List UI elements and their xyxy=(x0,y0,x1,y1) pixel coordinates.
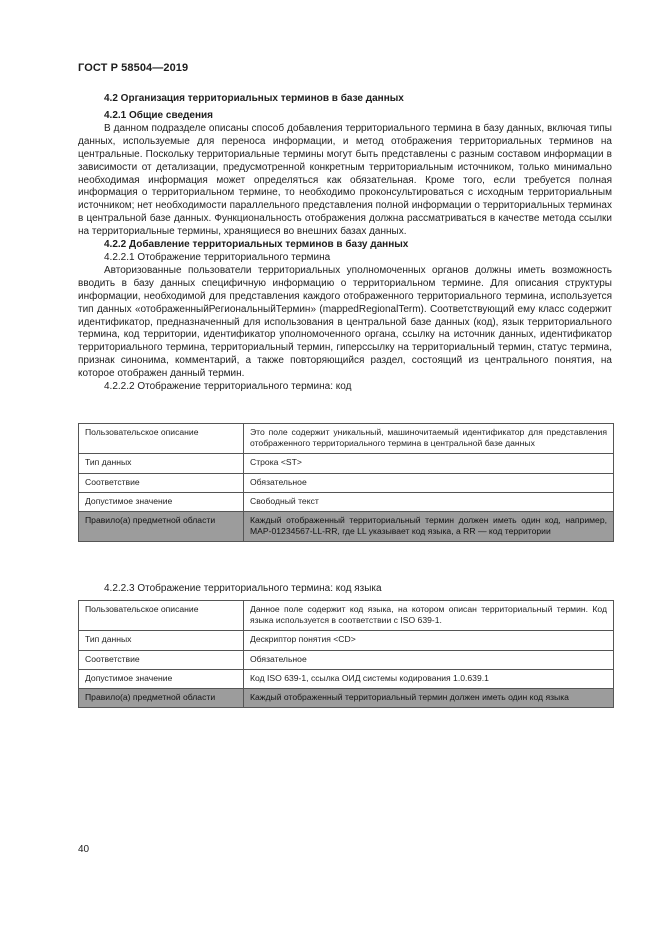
table-row xyxy=(79,601,614,631)
table-key: Пользовательское описание xyxy=(79,601,244,631)
section-4-2-2-3-title: 4.2.2.3 Отображение территориального термина: код языка xyxy=(104,583,382,594)
table-value: Данное поле содержит код языка, на котором описан территориальный термин. Код языка используется в соответствии с ISO 639-1. xyxy=(244,601,614,631)
section-4-2-title: 4.2 Организация территориальных терминов в базе данных xyxy=(104,93,404,104)
section-4-2-1-title: 4.2.1 Общие сведения xyxy=(104,110,213,121)
table-key: Правило(а) предметной области xyxy=(79,512,244,542)
table-code xyxy=(78,423,614,542)
table-value: Дескриптор понятия <CD> xyxy=(244,631,614,650)
table-value: Обязательное xyxy=(244,473,614,492)
table-row xyxy=(79,454,614,473)
section-4-2-1 xyxy=(78,110,612,394)
table-row xyxy=(79,473,614,492)
standard-header: ГОСТ Р 58504—2019 xyxy=(78,62,189,74)
section-4-2-2-1-title: 4.2.2.1 Отображение территориального термина xyxy=(104,251,331,263)
table-key: Тип данных xyxy=(79,454,244,473)
table-value: Это поле содержит уникальный, машиночитаемый идентификатор для представления отображенного территориального термина в центральной базе данных xyxy=(244,424,614,454)
table-key: Соответствие xyxy=(79,473,244,492)
section-4-2-2-title: 4.2.2 Добавление территориальных терминов в базу данных xyxy=(104,239,409,251)
table-value: Строка <ST> xyxy=(244,454,614,473)
table-value: Свободный текст xyxy=(244,492,614,511)
table-key: Допустимое значение xyxy=(79,492,244,511)
table-row xyxy=(79,689,614,708)
table-key: Допустимое значение xyxy=(79,669,244,688)
table-value: Каждый отображенный территориальный термин должен иметь один код языка xyxy=(244,689,614,708)
table-value: Обязательное xyxy=(244,650,614,669)
table-value: Каждый отображенный территориальный термин должен иметь один код, например, MAP-01234567-LL-RR, где LL указывает код языка, а RR — код территории xyxy=(244,512,614,542)
table-key: Тип данных xyxy=(79,631,244,650)
page-number: 40 xyxy=(78,844,90,855)
table-row xyxy=(79,631,614,650)
table-row xyxy=(79,669,614,688)
section-4-2-2-2-title: 4.2.2.2 Отображение территориального термина: код xyxy=(104,381,352,393)
table-value: Код ISO 639-1, ссылка ОИД системы кодирования 1.0.639.1 xyxy=(244,669,614,688)
table-row xyxy=(79,424,614,454)
table-key: Пользовательское описание xyxy=(79,424,244,454)
table-row xyxy=(79,650,614,669)
table-row xyxy=(79,512,614,542)
table-key: Правило(а) предметной области xyxy=(79,689,244,708)
section-4-2-2-1-paragraph: Авторизованные пользователи территориальных уполномоченных органов должны иметь возможность вводить в базу данных специфичную информацию о территориальном термине. Для описания структуры информации, необходимой для представления каждого отображенного территориального термина, используется тип данных «отображенныйРегиональныйТермин» (mappedRegionalTerm). Соответствующий ему класс содержит идентификатор, предназначенный для использования в центральной базе данных (код), язык территориального термина, код территории, идентификатор уполномоченного органа, ссылку на источник данных, идентификатор территориального термина, территориальный термин, гиперссылку на территориальный термин, статус термина, признак синонима, комментарий, а также повторяющийся раздел, состоящий из центрального понятия, на которое отображен данный термин. xyxy=(78,264,612,380)
table-language-code xyxy=(78,600,614,708)
table-row xyxy=(79,492,614,511)
table-key: Соответствие xyxy=(79,650,244,669)
section-4-2-1-paragraph: В данном подразделе описаны способ добавления территориального термина в базу данных, включая типы данных, используемые для переноса информации, и метод отображения территориальных терминов на центральные. Поскольку территориальные термины могут быть представлены с разным составом информации в зависимости от детализации, предусмотренной конкретным территориальным источником, только минимально необходимая информация может определяться как обязательная. Кроме того, если требуется полная информация о территориальном термине, то необходимо проконсультироваться с исходным территориальным источником; нет необходимости параллельного представления полной информации о территориальных терминах в центральной базе данных. Функциональность отображения должна рассматриваться в качестве метода ссылки на территориальные термины, хранящиеся во внешних базах данных. xyxy=(78,122,612,238)
